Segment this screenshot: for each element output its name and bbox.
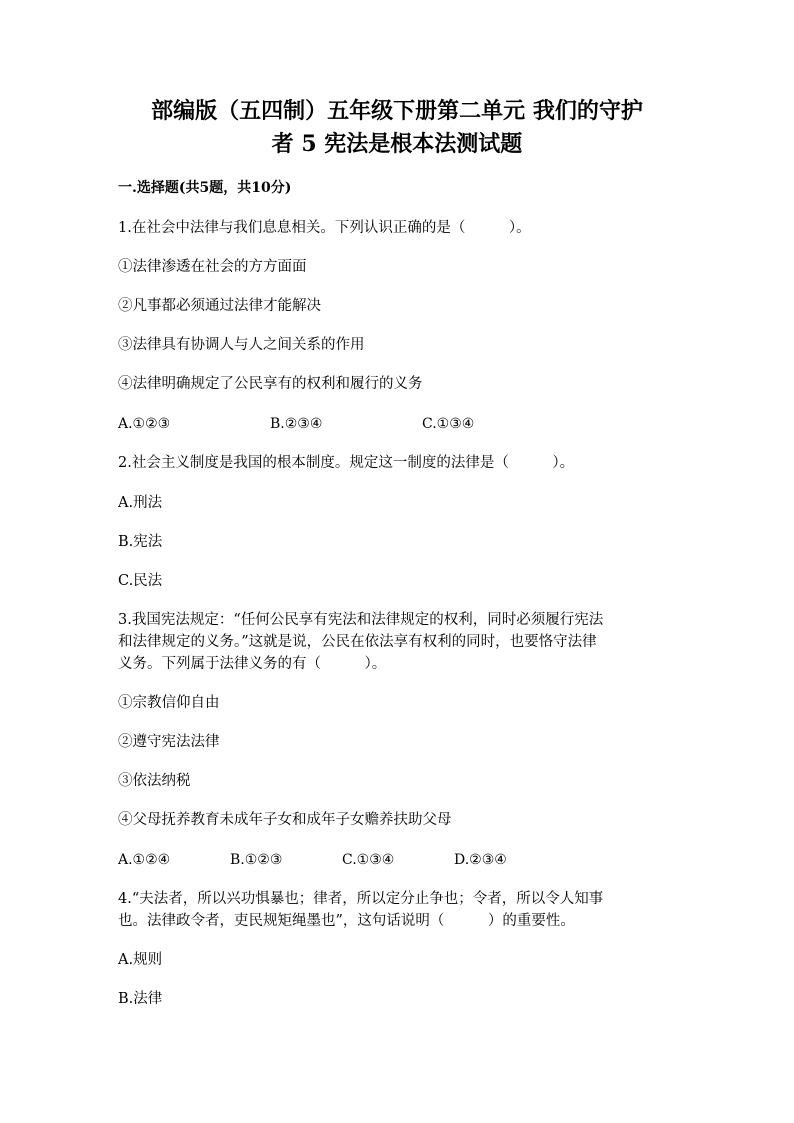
question-1-statement-2: ②凡事都必须通过法律才能解决 (118, 298, 321, 314)
question-1-statement-1: ①法律渗透在社会的方方面面 (118, 259, 307, 275)
question-3-option-a: A.①②④ (118, 852, 171, 868)
question-2-option-c: C.民法 (118, 573, 163, 589)
section-heading: 一.选择题(共5题，共10分) (118, 180, 292, 196)
question-2-option-b: B.宪法 (118, 534, 163, 550)
question-2-option-a: A.刑法 (118, 495, 163, 511)
question-1-option-b: B.②③④ (270, 416, 323, 432)
question-4-stem-line-1: 4.“夫法者，所以兴功惧暴也；律者，所以定分止争也；令者，所以令人知事 (118, 891, 604, 907)
question-1-statement-3: ③法律具有协调人与人之间关系的作用 (118, 337, 365, 353)
question-3-option-b: B.①②③ (230, 852, 283, 868)
question-3-stem-line-1: 3.我国宪法规定：“任何公民享有宪法和法律规定的权利，同时必须履行宪法 (118, 612, 604, 628)
question-3-statement-1: ①宗教信仰自由 (118, 695, 220, 711)
question-3-option-c: C.①③④ (342, 852, 395, 868)
question-3-stem-line-3: 义务。下列属于法律义务的有（ ）。 (118, 656, 387, 672)
question-4-option-b: B.法律 (118, 991, 163, 1007)
document-title-line-1: 部编版（五四制）五年级下册第二单元 我们的守护 (151, 98, 643, 124)
question-3-statement-3: ③依法纳税 (118, 773, 191, 789)
document-title-line-2: 者 5 宪法是根本法测试题 (271, 131, 523, 157)
question-1-option-c: C.①③④ (422, 416, 475, 432)
question-3-option-d: D.②③④ (454, 852, 507, 868)
question-1-statement-4: ④法律明确规定了公民享有的权利和履行的义务 (118, 376, 423, 392)
question-3-stem-line-2: 和法律规定的义务。”这就是说，公民在依法享有权利的同时，也要恪守法律 (118, 634, 597, 650)
question-1-stem: 1.在社会中法律与我们息息相关。下列认识正确的是（ ）。 (118, 220, 531, 236)
question-4-option-a: A.规则 (118, 952, 163, 968)
question-1-option-a: A.①②③ (118, 416, 171, 432)
question-4-stem-line-2: 也。法律政令者，吏民规矩绳墨也”，这句话说明（ ）的重要性。 (118, 913, 575, 929)
question-3-statement-2: ②遵守宪法法律 (118, 734, 220, 750)
question-3-statement-4: ④父母抚养教育未成年子女和成年子女赡养扶助父母 (118, 812, 452, 828)
question-2-stem: 2.社会主义制度是我国的根本制度。规定这一制度的法律是（ ）。 (118, 455, 575, 471)
